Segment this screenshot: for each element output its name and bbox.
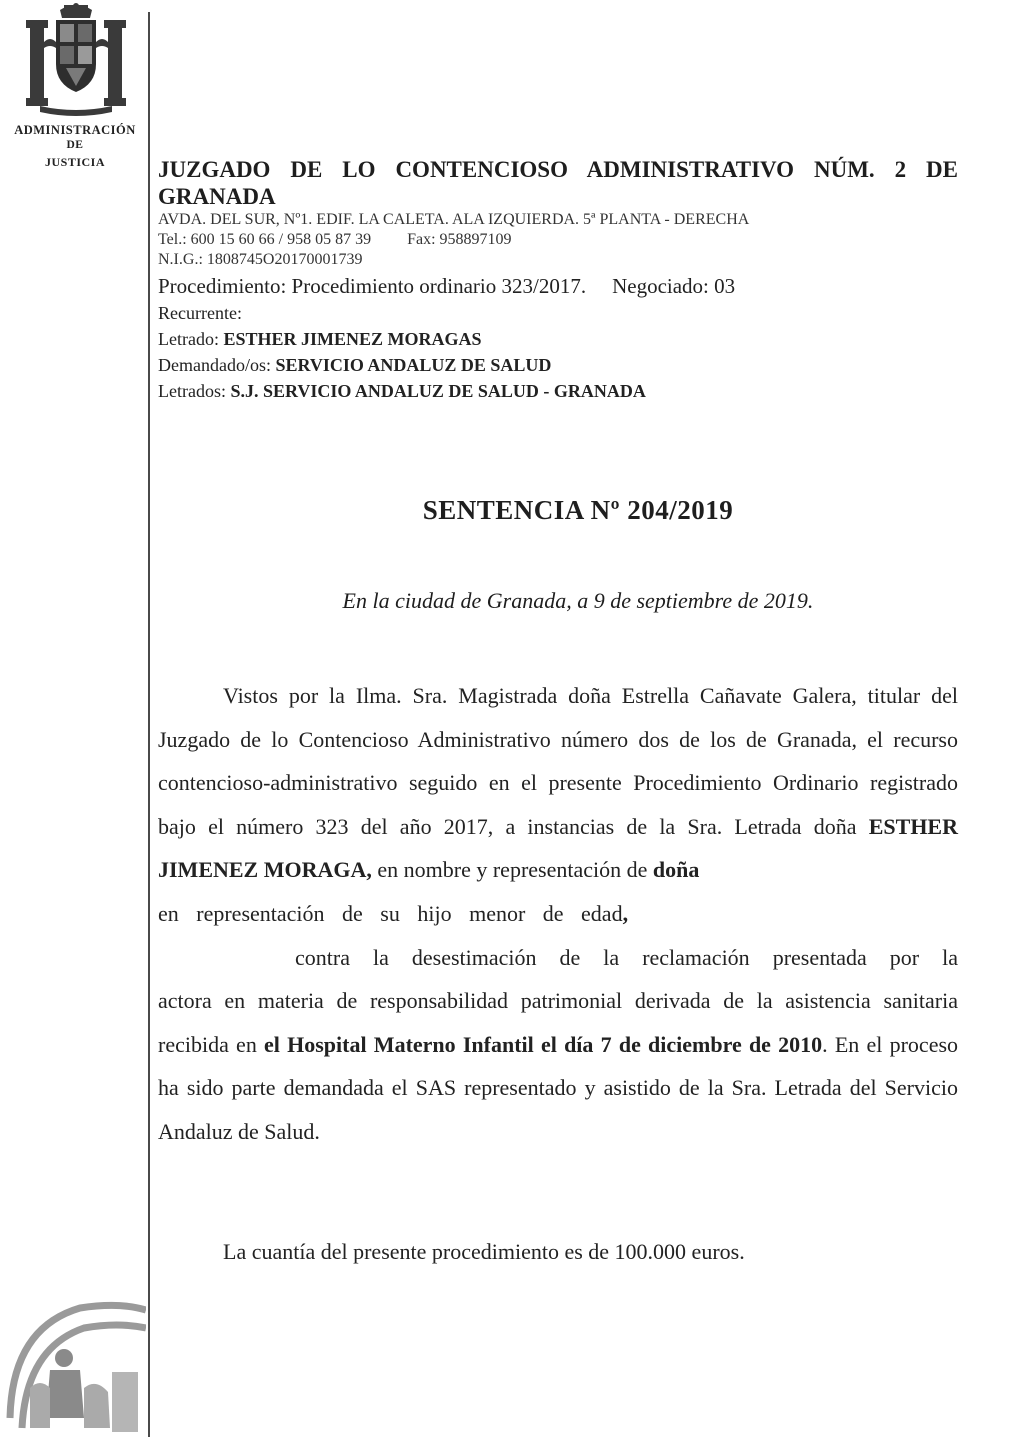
- sentence-title: SENTENCIA Nº 204/2019: [422, 495, 734, 525]
- regional-emblem-icon: [0, 1288, 146, 1437]
- letrado-value: ESTHER JIMENEZ MORAGAS: [223, 329, 482, 349]
- left-margin-rule: [148, 12, 150, 1437]
- parties-block: [158, 300, 958, 404]
- amount-paragraph: La cuantía del presente procedimiento es de 100.000 euros.: [223, 1239, 745, 1264]
- rep-text: en representación de su hijo menor de edad: [158, 900, 623, 926]
- procedure-line: [158, 272, 958, 300]
- letrados-label: Letrados:: [158, 381, 226, 401]
- procedure-negociado: Negociado: 03: [612, 274, 736, 298]
- letrados-line: [158, 378, 958, 404]
- rep-comma: ,: [622, 900, 629, 926]
- org-name-line-3: JUSTICIA: [44, 155, 105, 169]
- p1-after-name: en nombre y representación de: [377, 857, 648, 883]
- demandado-label: Demandado/os:: [158, 355, 271, 375]
- procedure-text: Procedimiento: Procedimiento ordinario 323/2017.: [158, 274, 587, 298]
- p2-bold: el Hospital Materno Infantil el día 7 de diciembre de 2010: [264, 1031, 823, 1057]
- demandado-line: [158, 352, 958, 378]
- coat-of-arms-icon: [20, 2, 132, 118]
- court-tel: Tel.: 600 15 60 66 / 958 05 87 39: [158, 231, 372, 248]
- org-name-line-2: DE: [66, 139, 84, 151]
- body-paragraph-1: [158, 674, 958, 892]
- p1-bold-name: ESTHER JIMENEZ MORAGA,: [158, 813, 958, 883]
- p2-text: actora en materia de responsabilidad patrimonial derivada de la asistencia sanitaria recibida en: [158, 988, 958, 1057]
- representation-line: [158, 892, 958, 936]
- demandado-value: SERVICIO ANDALUZ DE SALUD: [275, 355, 552, 375]
- court-name-line-1: JUZGADO DE LO CONTENCIOSO ADMINISTRATIVO NÚM. 2 DE: [158, 157, 958, 182]
- p1-text: Vistos por la Ilma. Sra. Magistrada doña Estrella Cañavate Galera, titular del Juzgado de lo Contencioso Administrativo número dos de los de Granada, el recurso contencioso-administrativo seguido en el presente Procedimiento Ordinario registrado bajo el número 323 del año 2017, a instancias de la Sra. Letrada doña: [158, 683, 958, 839]
- org-name-line-1: ADMINISTRACIÓN: [14, 123, 136, 137]
- body-paragraph-2-start: contra la desestimación de la reclamación presentada por la: [295, 944, 958, 970]
- letrado-label: Letrado:: [158, 329, 219, 349]
- p2-end: . En el proceso ha sido parte demandada el SAS representado y asistido de la Sra. Letrada del Servicio Andaluz de Salud.: [158, 1031, 959, 1144]
- court-nig: N.I.G.: 1808745O20170001739: [158, 251, 363, 268]
- letrado-line: [158, 326, 958, 352]
- court-phone-fax: [158, 230, 958, 250]
- date-line: En la ciudad de Granada, a 9 de septiembre de 2019.: [342, 588, 814, 613]
- letrados-value: S.J. SERVICIO ANDALUZ DE SALUD - GRANADA: [230, 381, 646, 401]
- court-address: AVDA. DEL SUR, Nº1. EDIF. LA CALETA. ALA IZQUIERDA. 5ª PLANTA - DERECHA: [158, 211, 750, 228]
- judgment-body: [158, 674, 958, 1154]
- court-fax: Fax: 958897109: [407, 231, 512, 248]
- body-paragraph-2: [158, 979, 958, 1153]
- recurrente-label: Recurrente:: [158, 303, 242, 323]
- court-header: [158, 156, 958, 404]
- p1-bold-dona: doña: [652, 857, 700, 883]
- court-name-line-2: GRANADA: [158, 184, 276, 209]
